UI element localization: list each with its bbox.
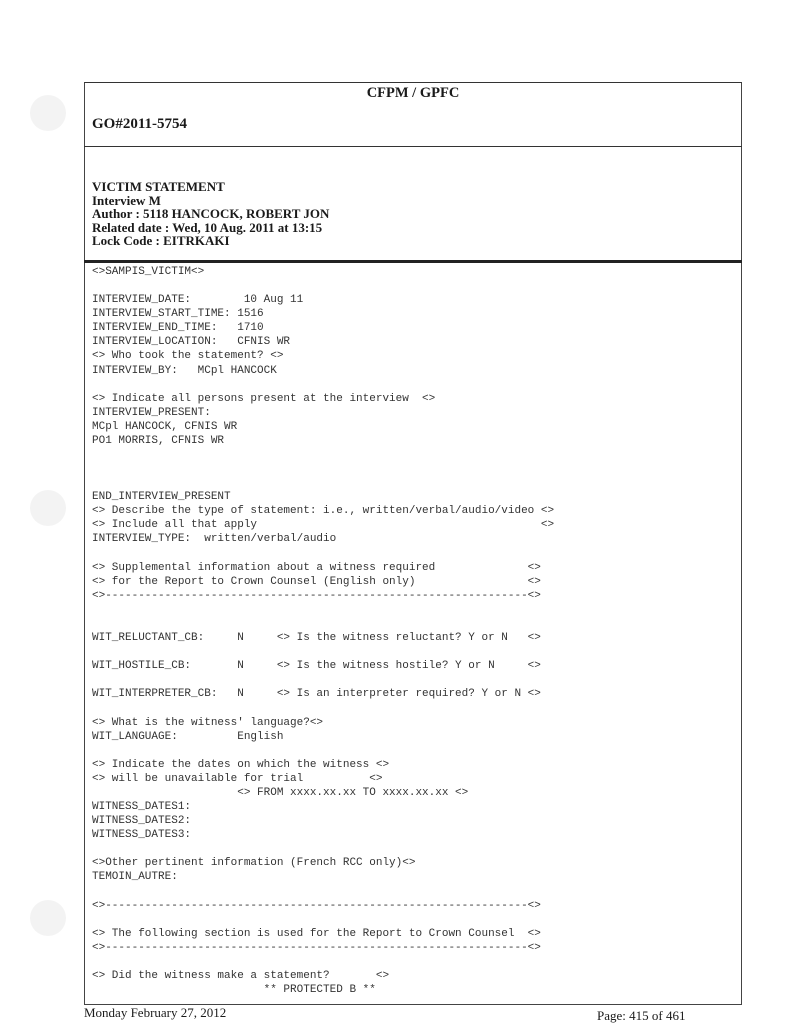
statement-line [92, 462, 554, 476]
statement-line: WIT_RELUCTANT_CB: N <> Is the witness reluctant? Y or N <> [92, 632, 541, 645]
statement-line: TEMOIN_AUTRE: [92, 871, 178, 884]
statement-line: <>----------------------------------------------------------------<> [92, 941, 541, 954]
statement-body [92, 265, 554, 997]
statement-line: <> What is the witness' language?<> [92, 716, 324, 729]
statement-line [92, 617, 554, 631]
statement-line: INTERVIEW_LOCATION: CFNIS WR [92, 336, 291, 349]
statement-line [92, 279, 554, 293]
page-number: Page: 415 of 461 [597, 1008, 686, 1023]
statement-line: INTERVIEW_DATE: 10 Aug 11 [92, 294, 304, 307]
statement-line [92, 842, 554, 856]
scan-hole-mark [30, 95, 66, 131]
statement-line: INTERVIEW_BY: MCpl HANCOCK [92, 364, 277, 377]
statement-line [92, 884, 554, 898]
page-title: CFPM / GPFC [366, 85, 460, 101]
statement-line: <> Supplemental information about a witness required <> [92, 561, 541, 574]
statement-line [92, 673, 554, 687]
statement-meta [92, 180, 329, 248]
lock-code: Lock Code : EITRKAKI [92, 233, 230, 249]
statement-line: <>----------------------------------------------------------------<> [92, 589, 541, 602]
statement-line: <> Indicate all persons present at the interview <> [92, 392, 436, 405]
statement-line [92, 645, 554, 659]
statement-line: WITNESS_DATES2: [92, 815, 192, 828]
statement-line: <> FROM xxxx.xx.xx TO xxxx.xx.xx <> [92, 786, 469, 799]
related-date: Related date : Wed, 10 Aug. 2011 at 13:15 [92, 219, 323, 235]
statement-line: ** PROTECTED B ** [92, 983, 376, 996]
statement-line: WITNESS_DATES3: [92, 829, 192, 842]
statement-line: <> for the Report to Crown Counsel (English only) <> [92, 575, 541, 588]
statement-line: MCpl HANCOCK, CFNIS WR [92, 420, 238, 433]
interview-label: Interview M [92, 192, 161, 208]
statement-line [92, 701, 554, 715]
statement-line: <> Did the witness make a statement? <> [92, 969, 390, 982]
statement-type: VICTIM STATEMENT [92, 179, 225, 194]
statement-line [92, 913, 554, 927]
statement-line: <>----------------------------------------------------------------<> [92, 899, 541, 912]
statement-line: <> Include all that apply <> [92, 519, 555, 532]
scan-hole-mark [30, 490, 66, 526]
statement-line: INTERVIEW_END_TIME: 1710 [92, 322, 264, 335]
statement-line: PO1 MORRIS, CFNIS WR [92, 434, 225, 447]
statement-line [92, 955, 554, 969]
statement-line [92, 547, 554, 561]
statement-line: WITNESS_DATES1: [92, 800, 192, 813]
statement-line: <> will be unavailable for trial <> [92, 772, 383, 785]
statement-line: INTERVIEW_TYPE: written/verbal/audio [92, 533, 337, 546]
statement-line: <>SAMPIS_VICTIM<> [92, 266, 205, 278]
statement-line [92, 744, 554, 758]
statement-line: <> Who took the statement? <> [92, 350, 284, 363]
divider [84, 146, 742, 147]
statement-line: WIT_LANGUAGE: English [92, 730, 284, 743]
statement-line [92, 378, 554, 392]
author: Author : 5118 HANCOCK, ROBERT JON [92, 206, 330, 222]
statement-line: INTERVIEW_PRESENT: [92, 406, 211, 419]
statement-line: WIT_INTERPRETER_CB: N <> Is an interpreter required? Y or N <> [92, 688, 541, 701]
divider-thick [84, 260, 742, 263]
statement-line [92, 448, 554, 462]
statement-line: INTERVIEW_START_TIME: 1516 [92, 308, 264, 321]
statement-line: END_INTERVIEW_PRESENT [92, 491, 231, 504]
statement-line: <> Indicate the dates on which the witness <> [92, 758, 390, 771]
footer-date: Monday February 27, 2012 [84, 1005, 227, 1020]
statement-line [92, 476, 554, 490]
statement-line: <> The following section is used for the Report to Crown Counsel <> [92, 927, 541, 940]
scan-hole-mark [30, 900, 66, 936]
statement-line: WIT_HOSTILE_CB: N <> Is the witness hostile? Y or N <> [92, 660, 541, 673]
statement-line: <> Describe the type of statement: i.e., written/verbal/audio/video <> [92, 505, 555, 518]
statement-line: <>Other pertinent information (French RCC only)<> [92, 857, 416, 870]
statement-line [92, 603, 554, 617]
file-number: GO#2011-5754 [92, 116, 188, 132]
